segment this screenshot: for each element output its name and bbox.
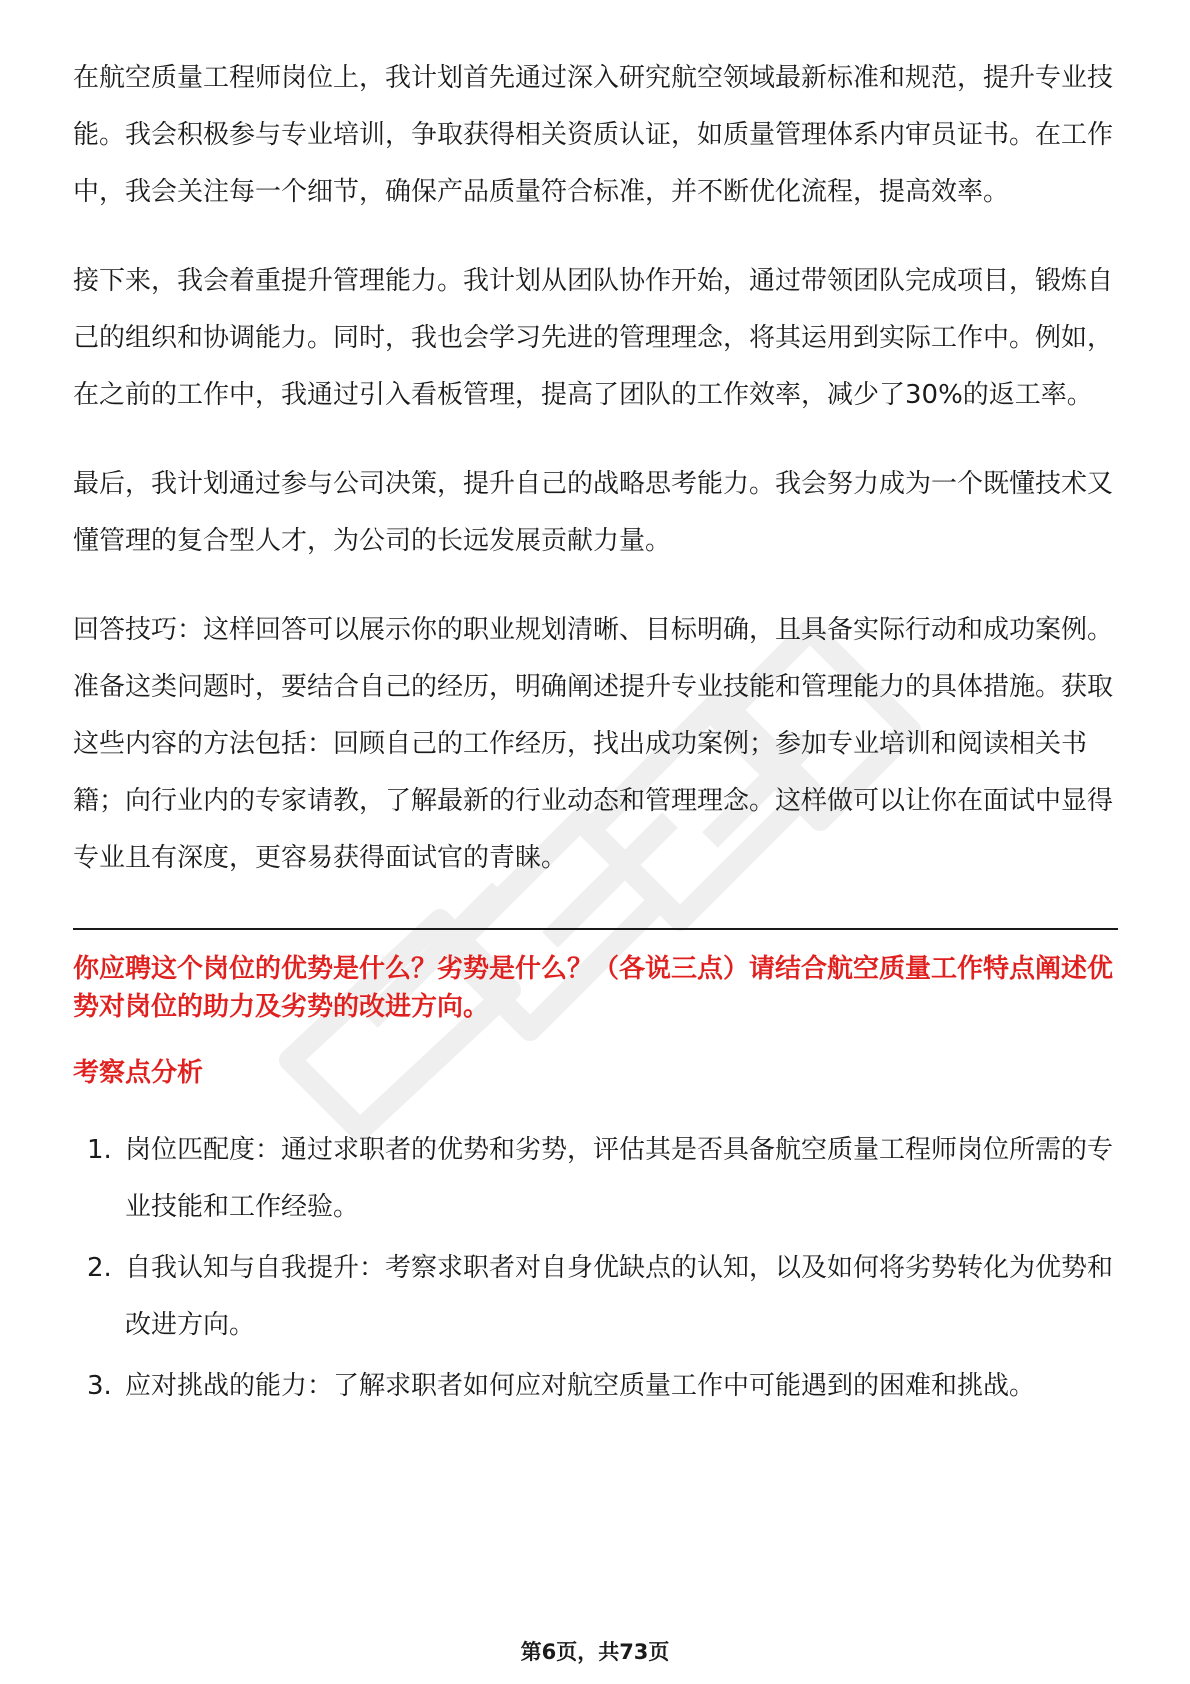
list-item <box>73 1240 1118 1354</box>
list-item-text: 应对挑战的能力：了解求职者如何应对航空质量工作中可能遇到的困难和挑战。 <box>125 1371 1036 1401</box>
paragraph-answer-tips: 回答技巧：这样回答可以展示你的职业规划清晰、目标明确，且具备实际行动和成功案例。准备这类问题时，要结合自己的经历，明确阐述提升专业技能和管理能力的具体措施。获取这些内容的方法包括：回顾自己的工作经历，找出成功案例；参加专业培训和阅读相关书籍；向行业内的专家请教，了解最新的行业动态和管理理念。这样做可以让你在面试中显得专业且有深度，更容易获得面试官的青睐。 <box>73 615 1114 873</box>
analysis-heading: 考察点分析 <box>73 1058 204 1088</box>
list-item-text: 岗位匹配度：通过求职者的优势和劣势，评估其是否具备航空质量工程师岗位所需的专业技能和工作经验。 <box>125 1135 1114 1222</box>
document-body <box>73 50 1118 1419</box>
list-number: 1. <box>87 1135 112 1165</box>
list-number: 3. <box>87 1371 112 1401</box>
paragraph-management: 接下来，我会着重提升管理能力。我计划从团队协作开始，通过带领团队完成项目，锻炼自己的组织和协调能力。同时，我也会学习先进的管理理念，将其运用到实际工作中。例如，在之前的工作中，我通过引入看板管理，提高了团队的工作效率，减少了30%的返工率。 <box>73 266 1114 410</box>
paragraph-strategy: 最后，我计划通过参与公司决策，提升自己的战略思考能力。我会努力成为一个既懂技术又懂管理的复合型人才，为公司的长远发展贡献力量。 <box>73 469 1114 556</box>
section-divider <box>73 928 1118 930</box>
list-item <box>73 1358 1118 1415</box>
page-number-footer: 第6页，共73页 <box>520 1640 670 1664</box>
paragraph-skills: 在航空质量工程师岗位上，我计划首先通过深入研究航空领域最新标准和规范，提升专业技能。我会积极参与专业培训，争取获得相关资质认证，如质量管理体系内审员证书。在工作中，我会关注每一个细节，确保产品质量符合标准，并不断优化流程，提高效率。 <box>73 63 1114 207</box>
list-number: 2. <box>87 1253 112 1283</box>
interview-question: 你应聘这个岗位的优势是什么？劣势是什么？（各说三点）请结合航空质量工作特点阐述优势对岗位的助力及劣势的改进方向。 <box>73 954 1114 1022</box>
list-item <box>73 1122 1118 1236</box>
list-item-text: 自我认知与自我提升：考察求职者对自身优缺点的认知，以及如何将劣势转化为优势和改进方向。 <box>125 1253 1114 1340</box>
analysis-list <box>73 1122 1118 1415</box>
